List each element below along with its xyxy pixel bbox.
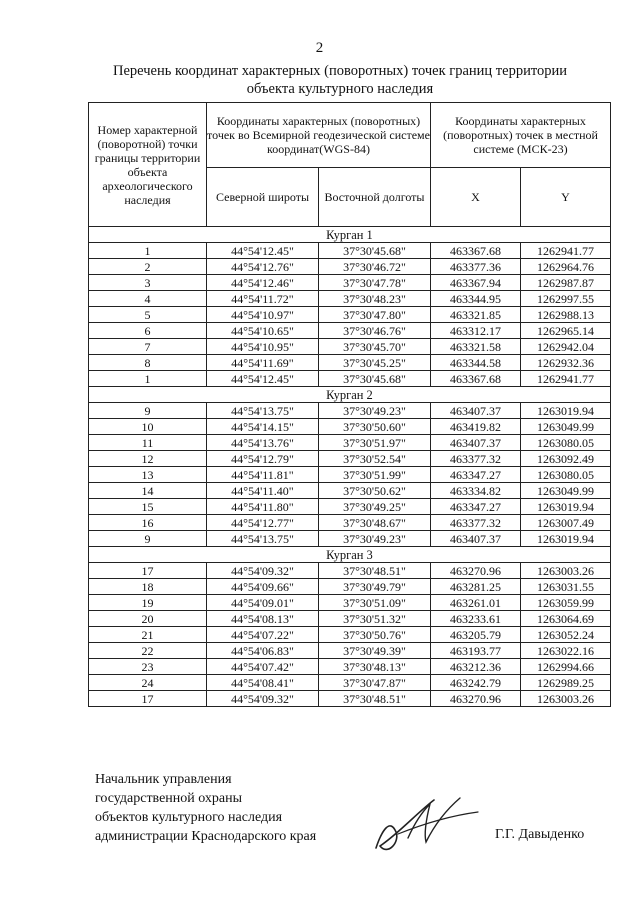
north-latitude-cell: 44°54'07.42"	[207, 659, 319, 675]
section-title: Курган 2	[89, 387, 611, 403]
table-row	[89, 691, 611, 707]
coordinates-table-body	[89, 227, 611, 707]
east-longitude-cell: 37°30'49.39"	[319, 643, 431, 659]
east-longitude-cell: 37°30'49.23"	[319, 403, 431, 419]
table-row	[89, 499, 611, 515]
table-row	[89, 515, 611, 531]
north-latitude-cell: 44°54'11.81"	[207, 467, 319, 483]
y-cell: 1262997.55	[521, 291, 611, 307]
y-cell: 1262932.36	[521, 355, 611, 371]
point-number-cell: 18	[89, 579, 207, 595]
north-latitude-cell: 44°54'11.40"	[207, 483, 319, 499]
x-cell: 463344.95	[431, 291, 521, 307]
table-row	[89, 451, 611, 467]
coordinates-table	[88, 102, 611, 707]
east-longitude-cell: 37°30'46.72"	[319, 259, 431, 275]
signatory-name: Г.Г. Давыденко	[495, 827, 585, 842]
y-cell: 1263052.24	[521, 627, 611, 643]
x-cell: 463261.01	[431, 595, 521, 611]
point-number-cell: 14	[89, 483, 207, 499]
north-latitude-cell: 44°54'12.76"	[207, 259, 319, 275]
table-row	[89, 483, 611, 499]
point-number-cell: 12	[89, 451, 207, 467]
point-number-cell: 23	[89, 659, 207, 675]
east-longitude-cell: 37°30'49.23"	[319, 531, 431, 547]
table-row	[89, 403, 611, 419]
section-title: Курган 3	[89, 547, 611, 563]
y-cell: 1262988.13	[521, 307, 611, 323]
x-cell: 463270.96	[431, 563, 521, 579]
point-number-cell: 15	[89, 499, 207, 515]
table-row	[89, 275, 611, 291]
x-cell: 463367.68	[431, 371, 521, 387]
table-row	[89, 595, 611, 611]
x-cell: 463270.96	[431, 691, 521, 707]
east-longitude-cell: 37°30'50.60"	[319, 419, 431, 435]
east-longitude-cell: 37°30'47.78"	[319, 275, 431, 291]
north-latitude-cell: 44°54'08.41"	[207, 675, 319, 691]
table-row	[89, 531, 611, 547]
header-point-number: Номер характерной (поворотной) точки границы территории объекта археологического наследия	[89, 103, 207, 227]
y-cell: 1263022.16	[521, 643, 611, 659]
point-number-cell: 13	[89, 467, 207, 483]
point-number-cell: 7	[89, 339, 207, 355]
point-number-cell: 5	[89, 307, 207, 323]
x-cell: 463347.27	[431, 499, 521, 515]
east-longitude-cell: 37°30'48.13"	[319, 659, 431, 675]
header-wgs84: Координаты характерных (поворотных) точек во Всемирной геодезической системе координат(WGS-84)	[207, 103, 431, 168]
point-number-cell: 6	[89, 323, 207, 339]
table-row	[89, 563, 611, 579]
y-cell: 1262965.14	[521, 323, 611, 339]
x-cell: 463193.77	[431, 643, 521, 659]
point-number-cell: 21	[89, 627, 207, 643]
east-longitude-cell: 37°30'45.70"	[319, 339, 431, 355]
north-latitude-cell: 44°54'13.75"	[207, 531, 319, 547]
point-number-cell: 17	[89, 691, 207, 707]
x-cell: 463367.94	[431, 275, 521, 291]
table-row	[89, 659, 611, 675]
north-latitude-cell: 44°54'13.76"	[207, 435, 319, 451]
x-cell: 463321.58	[431, 339, 521, 355]
y-cell: 1263092.49	[521, 451, 611, 467]
point-number-cell: 24	[89, 675, 207, 691]
table-row	[89, 371, 611, 387]
page-number: 2	[315, 40, 324, 56]
x-cell: 463344.58	[431, 355, 521, 371]
table-row	[89, 627, 611, 643]
signatory-title-line-2: государственной охраны	[95, 791, 243, 806]
handwritten-signature	[368, 790, 488, 860]
table-row	[89, 579, 611, 595]
y-cell: 1262941.77	[521, 371, 611, 387]
point-number-cell: 1	[89, 243, 207, 259]
north-latitude-cell: 44°54'07.22"	[207, 627, 319, 643]
x-cell: 463377.32	[431, 451, 521, 467]
table-row	[89, 339, 611, 355]
point-number-cell: 20	[89, 611, 207, 627]
point-number-cell: 9	[89, 531, 207, 547]
north-latitude-cell: 44°54'11.80"	[207, 499, 319, 515]
header-y: Y	[521, 168, 611, 227]
y-cell: 1263019.94	[521, 403, 611, 419]
x-cell: 463233.61	[431, 611, 521, 627]
north-latitude-cell: 44°54'12.77"	[207, 515, 319, 531]
east-longitude-cell: 37°30'51.97"	[319, 435, 431, 451]
title-line-1: Перечень координат характерных (поворотных) точек границ территории	[112, 63, 568, 79]
x-cell: 463281.25	[431, 579, 521, 595]
table-row	[89, 355, 611, 371]
north-latitude-cell: 44°54'10.65"	[207, 323, 319, 339]
y-cell: 1263080.05	[521, 467, 611, 483]
signatory-block	[95, 770, 316, 846]
x-cell: 463419.82	[431, 419, 521, 435]
north-latitude-cell: 44°54'12.79"	[207, 451, 319, 467]
point-number-cell: 17	[89, 563, 207, 579]
x-cell: 463367.68	[431, 243, 521, 259]
east-longitude-cell: 37°30'49.79"	[319, 579, 431, 595]
north-latitude-cell: 44°54'11.72"	[207, 291, 319, 307]
document-title	[80, 62, 600, 98]
y-cell: 1262994.66	[521, 659, 611, 675]
x-cell: 463377.36	[431, 259, 521, 275]
point-number-cell: 1	[89, 371, 207, 387]
table-row	[89, 643, 611, 659]
east-longitude-cell: 37°30'49.25"	[319, 499, 431, 515]
east-longitude-cell: 37°30'50.76"	[319, 627, 431, 643]
table-row	[89, 323, 611, 339]
section-title: Курган 1	[89, 227, 611, 243]
east-longitude-cell: 37°30'47.87"	[319, 675, 431, 691]
north-latitude-cell: 44°54'08.13"	[207, 611, 319, 627]
north-latitude-cell: 44°54'13.75"	[207, 403, 319, 419]
point-number-cell: 8	[89, 355, 207, 371]
y-cell: 1263049.99	[521, 419, 611, 435]
section-row	[89, 227, 611, 243]
table-row	[89, 467, 611, 483]
x-cell: 463407.37	[431, 531, 521, 547]
signatory-title-line-3: объектов культурного наследия	[95, 810, 283, 825]
point-number-cell: 11	[89, 435, 207, 451]
east-longitude-cell: 37°30'48.23"	[319, 291, 431, 307]
y-cell: 1263064.69	[521, 611, 611, 627]
section-row	[89, 387, 611, 403]
point-number-cell: 3	[89, 275, 207, 291]
y-cell: 1263059.99	[521, 595, 611, 611]
y-cell: 1263019.94	[521, 499, 611, 515]
title-line-2: объекта культурного наследия	[246, 81, 434, 97]
east-longitude-cell: 37°30'45.68"	[319, 371, 431, 387]
y-cell: 1263003.26	[521, 691, 611, 707]
x-cell: 463377.32	[431, 515, 521, 531]
x-cell: 463321.85	[431, 307, 521, 323]
north-latitude-cell: 44°54'10.97"	[207, 307, 319, 323]
x-cell: 463212.36	[431, 659, 521, 675]
north-latitude-cell: 44°54'12.45"	[207, 243, 319, 259]
east-longitude-cell: 37°30'45.25"	[319, 355, 431, 371]
x-cell: 463407.37	[431, 435, 521, 451]
y-cell: 1263019.94	[521, 531, 611, 547]
x-cell: 463242.79	[431, 675, 521, 691]
y-cell: 1263003.26	[521, 563, 611, 579]
point-number-cell: 22	[89, 643, 207, 659]
east-longitude-cell: 37°30'48.51"	[319, 691, 431, 707]
x-cell: 463407.37	[431, 403, 521, 419]
east-longitude-cell: 37°30'51.99"	[319, 467, 431, 483]
y-cell: 1262987.87	[521, 275, 611, 291]
table-row	[89, 611, 611, 627]
header-north-latitude: Северной широты	[207, 168, 319, 227]
point-number-cell: 19	[89, 595, 207, 611]
table-row	[89, 291, 611, 307]
x-cell: 463334.82	[431, 483, 521, 499]
north-latitude-cell: 44°54'14.15"	[207, 419, 319, 435]
y-cell: 1262942.04	[521, 339, 611, 355]
y-cell: 1263031.55	[521, 579, 611, 595]
x-cell: 463347.27	[431, 467, 521, 483]
north-latitude-cell: 44°54'09.66"	[207, 579, 319, 595]
y-cell: 1262989.25	[521, 675, 611, 691]
y-cell: 1263007.49	[521, 515, 611, 531]
east-longitude-cell: 37°30'45.68"	[319, 243, 431, 259]
table-row	[89, 675, 611, 691]
east-longitude-cell: 37°30'48.67"	[319, 515, 431, 531]
north-latitude-cell: 44°54'09.32"	[207, 691, 319, 707]
north-latitude-cell: 44°54'09.01"	[207, 595, 319, 611]
point-number-cell: 16	[89, 515, 207, 531]
section-row	[89, 547, 611, 563]
point-number-cell: 9	[89, 403, 207, 419]
y-cell: 1262941.77	[521, 243, 611, 259]
point-number-cell: 4	[89, 291, 207, 307]
y-cell: 1263080.05	[521, 435, 611, 451]
x-cell: 463205.79	[431, 627, 521, 643]
east-longitude-cell: 37°30'50.62"	[319, 483, 431, 499]
x-cell: 463312.17	[431, 323, 521, 339]
table-row	[89, 307, 611, 323]
east-longitude-cell: 37°30'48.51"	[319, 563, 431, 579]
north-latitude-cell: 44°54'11.69"	[207, 355, 319, 371]
table-row	[89, 243, 611, 259]
table-row	[89, 435, 611, 451]
point-number-cell: 2	[89, 259, 207, 275]
y-cell: 1263049.99	[521, 483, 611, 499]
header-msk23: Координаты характерных (поворотных) точек в местной системе (МСК-23)	[431, 103, 611, 168]
table-row	[89, 259, 611, 275]
east-longitude-cell: 37°30'51.09"	[319, 595, 431, 611]
north-latitude-cell: 44°54'09.32"	[207, 563, 319, 579]
north-latitude-cell: 44°54'10.95"	[207, 339, 319, 355]
header-east-longitude: Восточной долготы	[319, 168, 431, 227]
table-row	[89, 419, 611, 435]
east-longitude-cell: 37°30'52.54"	[319, 451, 431, 467]
east-longitude-cell: 37°30'47.80"	[319, 307, 431, 323]
east-longitude-cell: 37°30'51.32"	[319, 611, 431, 627]
point-number-cell: 10	[89, 419, 207, 435]
signatory-title-line-1: Начальник управления	[95, 772, 232, 787]
east-longitude-cell: 37°30'46.76"	[319, 323, 431, 339]
header-x: X	[431, 168, 521, 227]
north-latitude-cell: 44°54'12.45"	[207, 371, 319, 387]
north-latitude-cell: 44°54'12.46"	[207, 275, 319, 291]
north-latitude-cell: 44°54'06.83"	[207, 643, 319, 659]
y-cell: 1262964.76	[521, 259, 611, 275]
signatory-title-line-4: администрации Краснодарского края	[95, 829, 317, 844]
